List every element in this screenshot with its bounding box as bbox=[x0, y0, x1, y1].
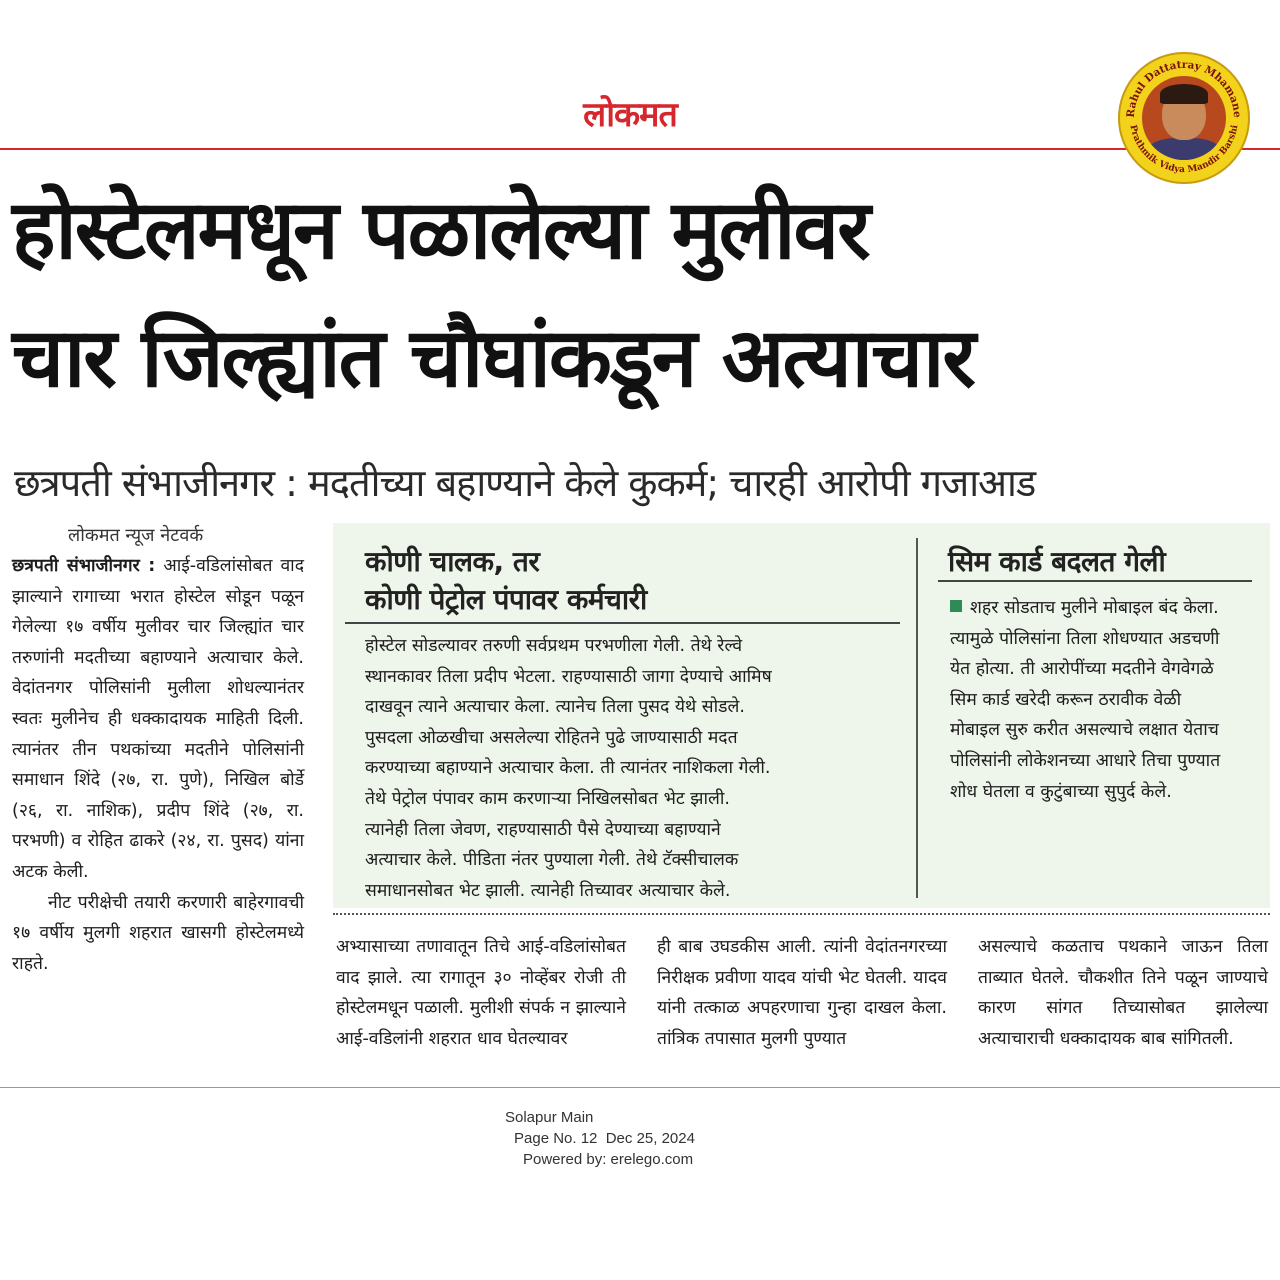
bottom-column-3: असल्याचे कळताच पथकाने जाऊन तिला ताब्यात घेतले. चौकशीत तिने पळून जाण्याचे कारण सांगत तिच्यासोबत झालेल्या अत्याचाराची धक्कादायक बाब सांगितली. bbox=[978, 937, 1268, 1049]
box1-title-1: कोणी चालक, तर bbox=[365, 545, 540, 578]
badge-ring-text bbox=[1120, 54, 1248, 182]
left-para-2: नीट परीक्षेची तयारी करणारी बाहेरगावची १७ वर्षीय मुलगी शहरात खासगी होस्टेलमध्ये राहते. bbox=[12, 892, 304, 974]
box1-line: स्थानकावर तिला प्रदीप भेटला. राहण्यासाठी जागा देण्याचे आमिष bbox=[365, 666, 772, 687]
box1-line: करण्याच्या बहाण्याने अत्याचार केला. ती त्यानंतर नाशिकला गेली. bbox=[365, 758, 771, 779]
box1-line: दाखवून त्याने अत्याचार केला. त्यानेच तिला पुसद येथे सोडले. bbox=[365, 697, 745, 718]
box1-line: समाधानसोबत भेट झाली. त्यानेही तिच्यावर अत्याचार केले. bbox=[365, 880, 731, 901]
bottom-column-2: ही बाब उघडकीस आली. त्यांनी वेदांतनगरच्या निरीक्षक प्रवीणा यादव यांची भेट घेतली. यादव यांनी तत्काळ अपहरणाचा गुन्हा दाखल केला. तांत्रिक तपासात मुलगी पुण्यात bbox=[657, 937, 947, 1049]
headline-line-2: चार जिल्ह्यांत चौघांकडून अत्याचार bbox=[12, 311, 974, 406]
box1-title-2: कोणी पेट्रोल पंपावर कर्मचारी bbox=[365, 583, 647, 616]
byline: लोकमत न्यूज नेटवर्क bbox=[68, 525, 204, 546]
box1-line: होस्टेल सोडल्यावर तरुणी सर्वप्रथम परभणीला गेली. तेथे रेल्वे bbox=[365, 636, 743, 656]
box2-text: शहर सोडताच मुलीने मोबाइल बंद केला. त्यामुळे पोलिसांना तिला शोधण्यात अडचणी येत होत्या. ती आरोपींच्या मदतीने वेगवेगळे सिम कार्ड खरेदी करून ठरावीक वेळी मोबाइल सुरु करीत असल्याचे लक्षात येताच पोलिसांनी लोकेशनच्या आधारे तिचा पुण्यात शोध घेतला व कुटुंबाच्या सुपुर्द केले. bbox=[950, 598, 1221, 802]
left-column bbox=[12, 551, 304, 979]
box1-line: त्यानेही तिला जेवण, राहण्यासाठी पैसे देण्याच्या बहाण्याने bbox=[365, 819, 721, 840]
svg-text:Prathmik Vidya Mandir Barshi: Prathmik Vidya Mandir Barshi bbox=[1127, 124, 1241, 176]
footer-page: Page No. 12 Dec 25, 2024 bbox=[514, 1130, 695, 1147]
subheadline: छत्रपती संभाजीनगर : मदतीच्या बहाण्याने केले कुकर्म; चारही आरोपी गजाआड bbox=[14, 461, 1036, 505]
footer-edition: Solapur Main bbox=[505, 1109, 594, 1126]
box2-title-rule bbox=[938, 580, 1252, 582]
box-divider bbox=[916, 538, 918, 898]
svg-text:Rahul Dattatray Mhamane: Rahul Dattatray Mhamane bbox=[1124, 58, 1244, 119]
footer-powered: Powered by: erelego.com bbox=[523, 1151, 694, 1168]
dotted-separator bbox=[333, 913, 1270, 915]
box1-line: अत्याचार केले. पीडिता नंतर पुण्याला गेली. तेथे टॅक्सीचालक bbox=[365, 850, 739, 871]
box1-line: तेथे पेट्रोल पंपावर काम करणाऱ्या निखिलसोबत भेट झाली. bbox=[365, 788, 730, 809]
author-badge bbox=[1118, 52, 1250, 184]
newspaper-masthead: लोकमत bbox=[583, 95, 677, 135]
page-bottom-rule bbox=[0, 1087, 1280, 1088]
masthead-rule bbox=[0, 148, 1280, 150]
box2-title: सिम कार्ड बदलत गेली bbox=[948, 545, 1166, 578]
box1-line: पुसदला ओळखीचा असलेल्या रोहितने पुढे जाण्यासाठी मदत bbox=[365, 727, 738, 748]
bottom-column-1: अभ्यासाच्या तणावातून तिचे आई-वडिलांसोबत वाद झाले. त्या रागातून ३० नोव्हेंबर रोजी ती होस्टेलमधून पळाली. मुलीशी संपर्क न झाल्याने आई-वडिलांनी शहरात धाव घेतल्यावर bbox=[336, 937, 626, 1049]
box1-text bbox=[365, 631, 895, 906]
bullet-square-icon bbox=[950, 600, 962, 612]
box2-text-block bbox=[950, 593, 1235, 807]
dateline: छत्रपती संभाजीनगर : bbox=[12, 556, 156, 576]
left-para-1: आई-वडिलांसोबत वाद झाल्याने रागाच्या भरात होस्टेल सोडून पळून गेलेल्या १७ वर्षीय मुलीवर चार जिल्ह्यांत चार तरुणांनी मदतीच्या बहाण्याने अत्याचार केले. वेदांतनगर पोलिसांनी मुलीला शोधल्यानंतर स्वतः मुलीनेच ही धक्कादायक माहिती दिली. त्यानंतर तीन पथकांच्या मदतीने पोलिसांनी समाधान शिंदे (२७, रा. पुणे), निखिल बोर्डे (२६, रा. नाशिक), प्रदीप शिंदे (२७, रा. परभणी) व रोहित ढाकरे (२४, रा. पुसद) यांना अटक केली. bbox=[12, 556, 304, 882]
headline-line-1: होस्टेलमधून पळालेल्या मुलीवर bbox=[12, 183, 869, 278]
box1-title-rule bbox=[345, 622, 900, 624]
